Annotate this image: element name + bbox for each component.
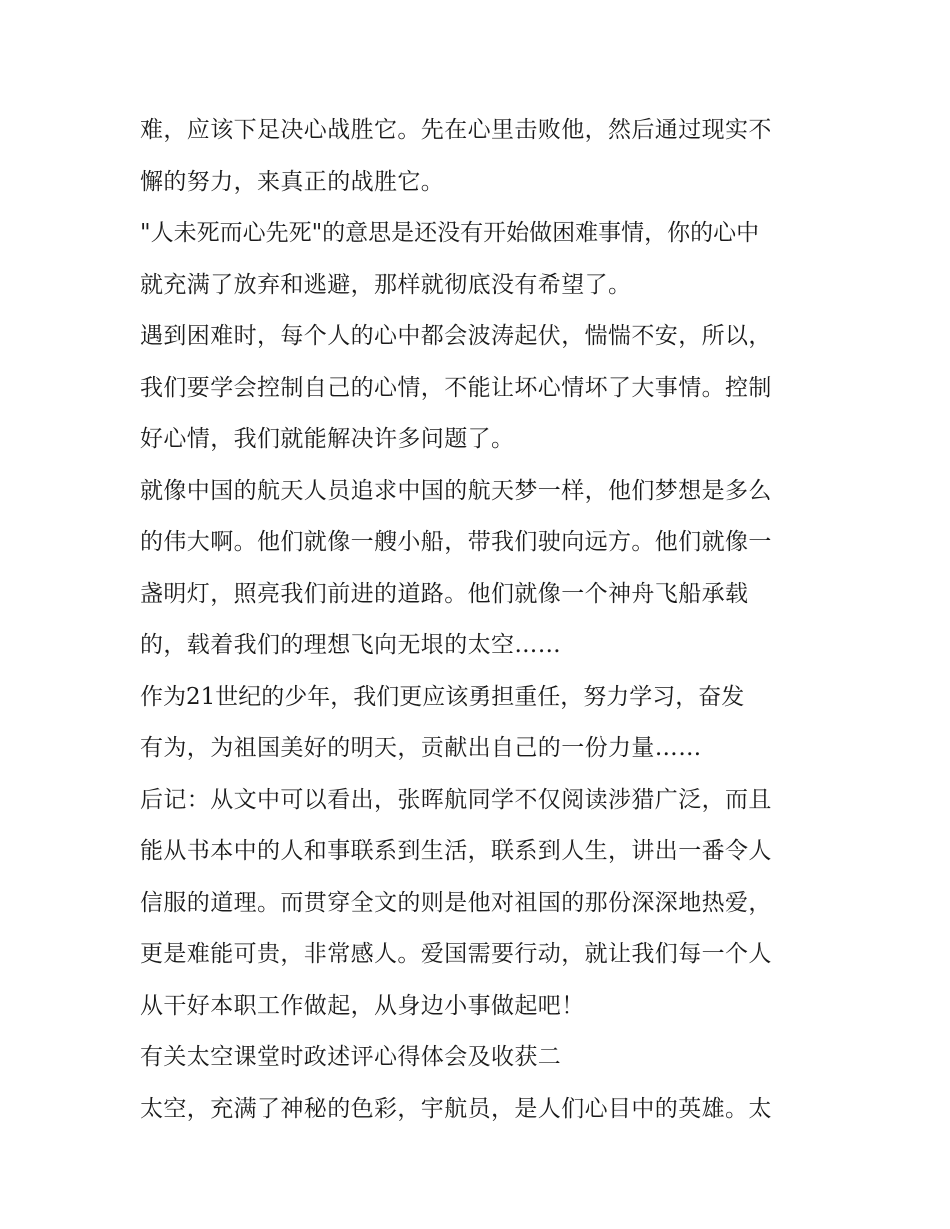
text-line: 懈的努力，来真正的战胜它。 bbox=[140, 168, 445, 195]
text-line: 的，载着我们的理想飞向无垠的太空…… bbox=[140, 632, 562, 658]
text-line: 盏明灯，照亮我们前进的道路。他们就像一个神舟飞船承载 bbox=[140, 580, 749, 607]
text-line: 有为，为祖国美好的明天，贡献出自己的一份力量…… bbox=[140, 735, 702, 761]
text-line: 作为21世纪的少年，我们更应该勇担重任，努力学习，奋发 bbox=[140, 683, 745, 710]
text-line: 就充满了放弃和逃避，那样就彻底没有希望了。 bbox=[140, 271, 632, 298]
text-line: 我们要学会控制自己的心情，不能让坏心情坏了大事情。控制 bbox=[140, 374, 772, 401]
text-line: 信服的道理。而贯穿全文的则是他对祖国的那份深深地热爱， bbox=[140, 889, 772, 916]
text-line: 就像中国的航天人员追求中国的航天梦一样，他们梦想是多么 bbox=[140, 477, 772, 504]
text-line: 遇到困难时，每个人的心中都会波涛起伏，惴惴不安，所以， bbox=[140, 323, 772, 349]
text-line: 更是难能可贵，非常感人。爱国需要行动，就让我们每一个人 bbox=[140, 941, 772, 967]
text-line: 从干好本职工作做起，从身边小事做起吧！ bbox=[140, 992, 585, 1019]
text-line: 后记：从文中可以看出，张晖航同学不仅阅读涉猎广泛，而且 bbox=[140, 786, 772, 813]
text-line: 好心情，我们就能解决许多问题了。 bbox=[140, 426, 515, 452]
text-line: 太空，充满了神秘的色彩，宇航员，是人们心目中的英雄。太 bbox=[140, 1095, 772, 1122]
text-line: 的伟大啊。他们就像一艘小船，带我们驶向远方。他们就像一 bbox=[140, 529, 772, 555]
document-body bbox=[140, 108, 820, 1138]
section-heading: 有关太空课堂时政述评心得体会及收获二 bbox=[140, 1044, 562, 1070]
text-line: 难，应该下足决心战胜它。先在心里击败他，然后通过现实不 bbox=[140, 117, 772, 143]
text-line: "人未死而心先死"的意思是还没有开始做困难事情，你的心中 bbox=[140, 220, 760, 246]
text-line: 能从书本中的人和事联系到生活，联系到人生，讲出一番令人 bbox=[140, 838, 772, 864]
